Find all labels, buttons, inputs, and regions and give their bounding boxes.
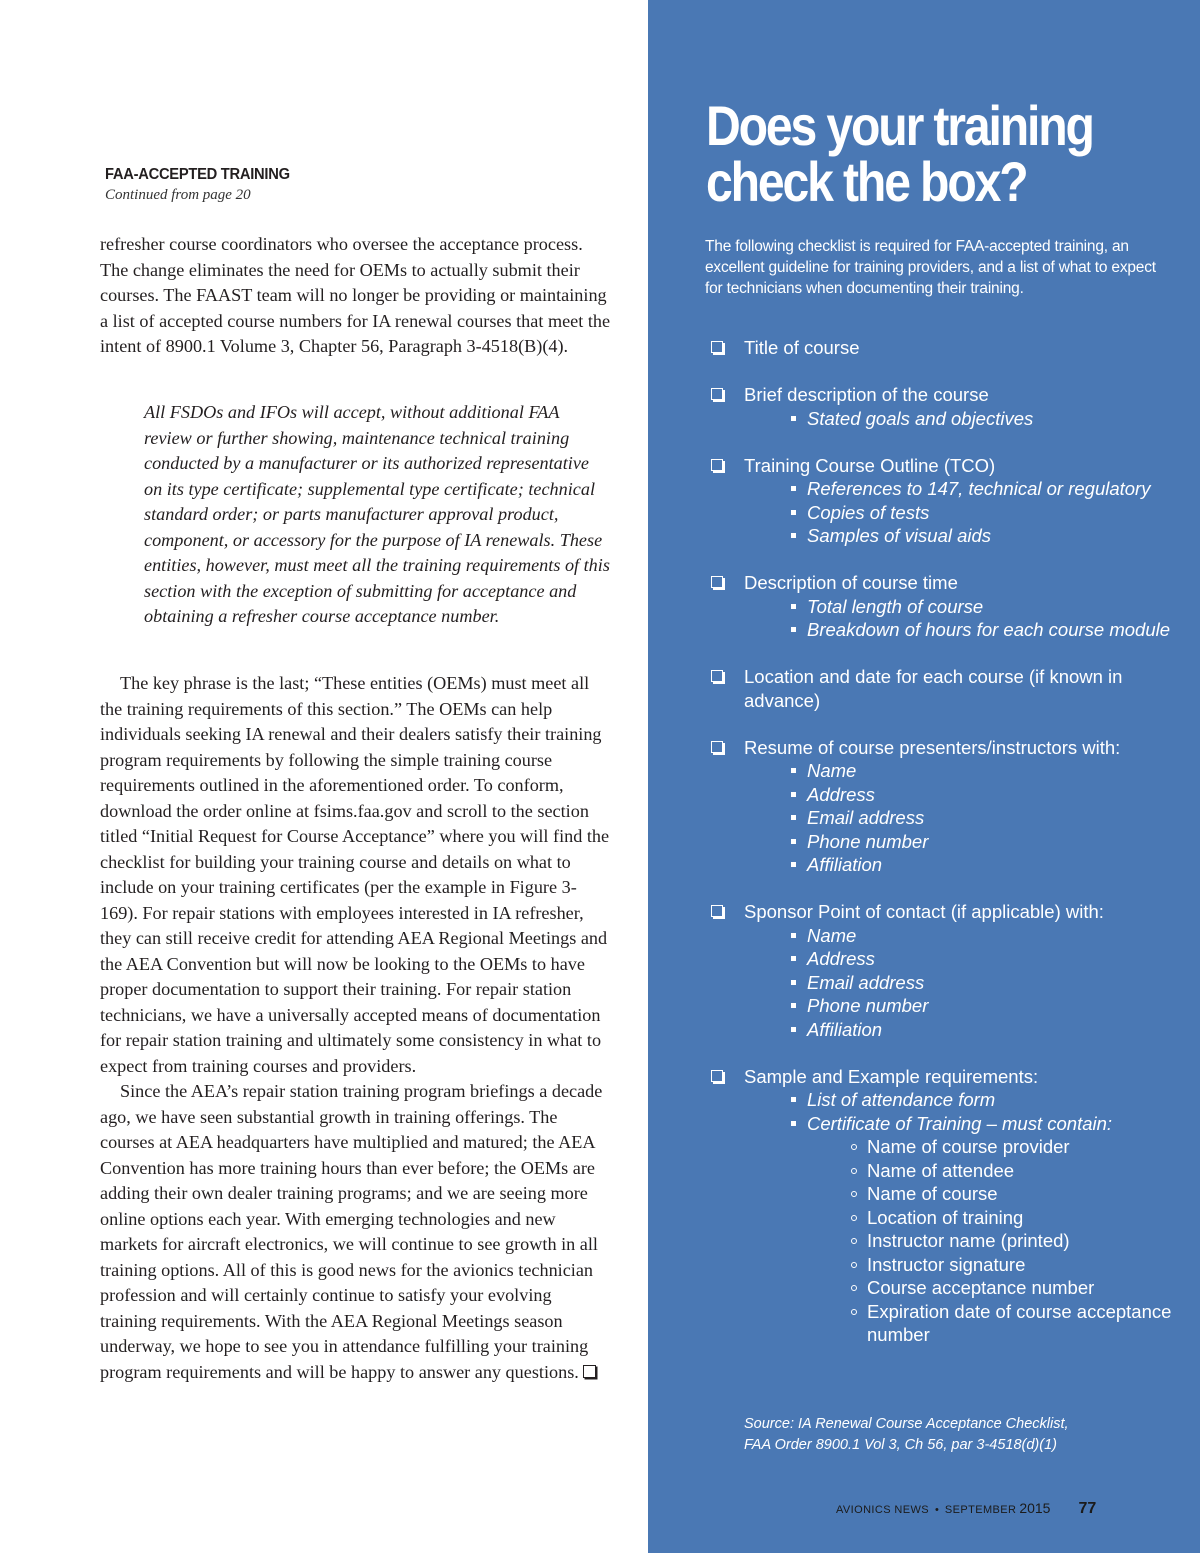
checklist-item [710,571,1180,642]
square-bullet-icon [791,533,796,538]
nested-list-item [744,1159,1180,1183]
headline-line: Does your training [706,94,1093,157]
square-bullet-icon [791,627,796,632]
sub-item-text: Breakdown of hours for each course module [807,619,1171,640]
sub-item-text: List of attendance form [807,1089,996,1110]
nested-list-item [744,1253,1180,1277]
sub-list-item [744,407,1180,431]
checklist-item-label: Sample and Example requirements: [744,1065,1039,1087]
sub-list-item [744,853,1180,877]
circle-bullet-icon [851,1191,857,1197]
sub-item-text: Address [807,783,875,805]
checkbox-icon [711,341,723,353]
sub-item-text: References to 147, technical or regulatory [807,478,1151,499]
sub-list-item [744,994,1180,1018]
nested-list-item [744,1182,1180,1206]
checklist-item [710,736,1180,877]
article-paragraphs [100,671,612,1385]
checkbox-icon [711,388,723,400]
source-citation [744,1414,1164,1456]
square-bullet-icon [791,768,796,773]
sub-list-item [744,501,1180,525]
sub-list-item [744,595,1180,619]
nested-list-item [744,1276,1180,1300]
sub-list-item [744,524,1180,548]
nested-list-item [744,1135,1180,1159]
sub-list-item [744,618,1180,642]
block-quote: All FSDOs and IFOs will accept, without additional FAA review or further showing, maintenance technical training conducted by a manufacturer or its authorized representative on its type certificate; supplemental type certificate; technical standard order; or parts manufacturer approval product, component, or accessory for the purpose of IA renewals. These entities, however, must meet all the training requirements of this section with the exception of submitting for acceptance and obtaining a refresher course acceptance number. [144,402,610,626]
square-bullet-icon [791,862,796,867]
sidebar-headline [706,94,1119,213]
checkbox-icon [711,576,723,588]
sub-list-item [744,477,1180,501]
sub-list-item [744,971,1180,995]
sub-item-text: Email address [807,971,925,993]
nested-item-text: Name of course [867,1183,998,1204]
paragraph-text: The key phrase is the last; “These entities (OEMs) must meet all the training requirements of this section.” The OEMs can help individuals seeking IA renewal and their dealers satisfy their training program requirements by following the simple training course requirements outlined in the aforementioned order. To conform, download the order online at fsims.faa.gov and scroll to the section titled “Initial Request for Course Acceptance” where you will find the checklist for building your training course and details on what to include on your training certificates (per the example in Figure 3-169). For repair stations with employees interested in IA refresher, they can still receive credit for attending AEA Regional Meetings and the AEA Convention but will now be looking to the OEMs to have proper documentation to support their training. For repair station technicians, we have a universally accepted means of documentation for repair station training and ultimately some consistency in what to expect from training courses and providers. [100,673,610,1076]
checklist-item-label: Brief description of the course [744,384,989,405]
checkbox-icon [711,459,723,471]
sub-list-item [744,783,1180,807]
square-bullet-icon [791,510,796,515]
checkbox-icon [711,741,723,753]
checklist-item [710,665,1180,712]
sub-item-text: Affiliation [807,1018,883,1040]
sub-list [744,477,1180,548]
checkbox-icon [711,905,723,917]
sub-item-text: Phone number [807,995,929,1016]
nested-item-text: Instructor signature [867,1253,1026,1275]
square-bullet-icon [791,1097,796,1102]
square-bullet-icon [791,933,796,938]
sub-item-text: Copies of tests [807,501,930,523]
circle-bullet-icon [851,1168,857,1174]
sub-list-item [744,924,1180,948]
checklist-item [710,900,1180,1041]
checklist-item-label: Location and date for each course (if known in advance) [744,666,1123,711]
sub-list [744,924,1180,1042]
source-line: Source: IA Renewal Course Acceptance Checklist, [744,1416,1069,1432]
checklist-item-label: Description of course time [744,572,958,593]
sub-item-text: Stated goals and objectives [807,407,1034,429]
sub-list-item [744,947,1180,971]
circle-bullet-icon [851,1262,857,1268]
sub-list [744,595,1180,642]
sub-list [744,759,1180,877]
square-bullet-icon [791,839,796,844]
square-bullet-icon [791,1121,796,1126]
section-kicker: FAA-ACCEPTED TRAINING [105,166,290,183]
sidebar-intro: The following checklist is required for FAA-accepted training, an excellent guideline for training providers, and a list of what to expect for technicians when documenting their training. [705,238,1156,297]
checkbox-icon [711,670,723,682]
sub-list-item [744,1112,1180,1136]
sub-list-item [744,1018,1180,1042]
checklist-item [710,336,1180,360]
nested-item-text: Instructor name (printed) [867,1230,1070,1251]
sub-item-text: Total length of course [807,595,984,617]
issue-year: 2015 [1019,1500,1051,1516]
nested-item-text: Expiration date of course acceptance number [867,1300,1172,1345]
square-bullet-icon [791,956,796,961]
square-bullet-icon [791,1003,796,1008]
nested-list [744,1135,1180,1347]
paragraph-text: Since the AEA’s repair station training program briefings a decade ago, we have seen substantial growth in training offerings. The courses at AEA headquarters have multiplied and matured; the AEA Convention has more training hours than ever before; the OEMs are adding their own dealer training programs; and we are seeing more online options each year. With emerging technologies and new markets for aircraft electronics, we will continue to see growth in all training options. All of this is good news for the avionics technician profession and will certainly continue to satisfy your evolving training requirements. With the AEA Regional Meetings season underway, we hope to see you in attendance fulfilling your training program requirements and will be happy to answer any questions. [100,1081,603,1382]
footer-separator: • [935,1504,939,1516]
sub-item-text: Samples of visual aids [807,525,992,546]
sub-item-text: Certificate of Training – must contain: [807,1112,1113,1134]
sub-list-item [744,1088,1180,1112]
article-paragraph-1 [100,232,612,360]
checklist [710,336,1180,1370]
sub-list-item [744,806,1180,830]
nested-item-text: Location of training [867,1206,1024,1228]
checklist-item [710,1065,1180,1347]
sub-item-text: Address [807,948,875,969]
nested-list-item [744,1300,1180,1347]
end-mark-icon [583,1365,596,1378]
square-bullet-icon [791,980,796,985]
nested-item-text: Name of course provider [867,1136,1070,1157]
checklist-item-label: Training Course Outline (TCO) [744,454,996,476]
page-footer [836,1500,1096,1518]
publication-name: AVIONICS NEWS [836,1504,930,1516]
square-bullet-icon [791,486,796,491]
square-bullet-icon [791,604,796,609]
nested-item-text: Name of attendee [867,1159,1015,1181]
square-bullet-icon [791,416,796,421]
continued-note: Continued from page 20 [105,187,251,203]
nested-list-item [744,1206,1180,1230]
checklist-item-label: Title of course [744,337,860,358]
checklist-item-label: Sponsor Point of contact (if applicable) with: [744,901,1104,922]
circle-bullet-icon [851,1144,857,1150]
sub-list [744,407,1180,431]
sub-item-text: Phone number [807,830,929,852]
checkbox-icon [711,1070,723,1082]
sub-list-item [744,759,1180,783]
square-bullet-icon [791,1027,796,1032]
checklist-item-label: Resume of course presenters/instructors with: [744,736,1121,758]
square-bullet-icon [791,792,796,797]
sub-item-text: Email address [807,807,925,828]
checklist-item [710,454,1180,548]
sub-item-text: Affiliation [807,854,883,875]
page-number: 77 [1078,1500,1097,1517]
circle-bullet-icon [851,1238,857,1244]
sub-item-text: Name [807,924,857,946]
paragraph-text: refresher course coordinators who oversee the acceptance process. The change eliminates the need for OEMs to actually submit their courses. The FAAST team will no longer be providing or maintaining a list of accepted course numbers for IA renewal courses that meet the intent of 8900.1 Volume 3, Chapter 56, Paragraph 3-4518(B)(4). [100,234,611,356]
sub-item-text: Name [807,760,857,781]
sub-list [744,1088,1180,1347]
square-bullet-icon [791,815,796,820]
checklist-item [710,383,1180,430]
circle-bullet-icon [851,1309,857,1315]
headline-line: check the box? [706,150,1027,213]
paragraph-final [100,1079,612,1385]
issue-month: SEPTEMBER [944,1504,1017,1516]
nested-list-item [744,1229,1180,1253]
nested-item-text: Course acceptance number [867,1277,1095,1298]
circle-bullet-icon [851,1285,857,1291]
sub-list-item [744,830,1180,854]
circle-bullet-icon [851,1215,857,1221]
source-line: FAA Order 8900.1 Vol 3, Ch 56, par 3-4518(d)(1) [744,1437,1057,1453]
